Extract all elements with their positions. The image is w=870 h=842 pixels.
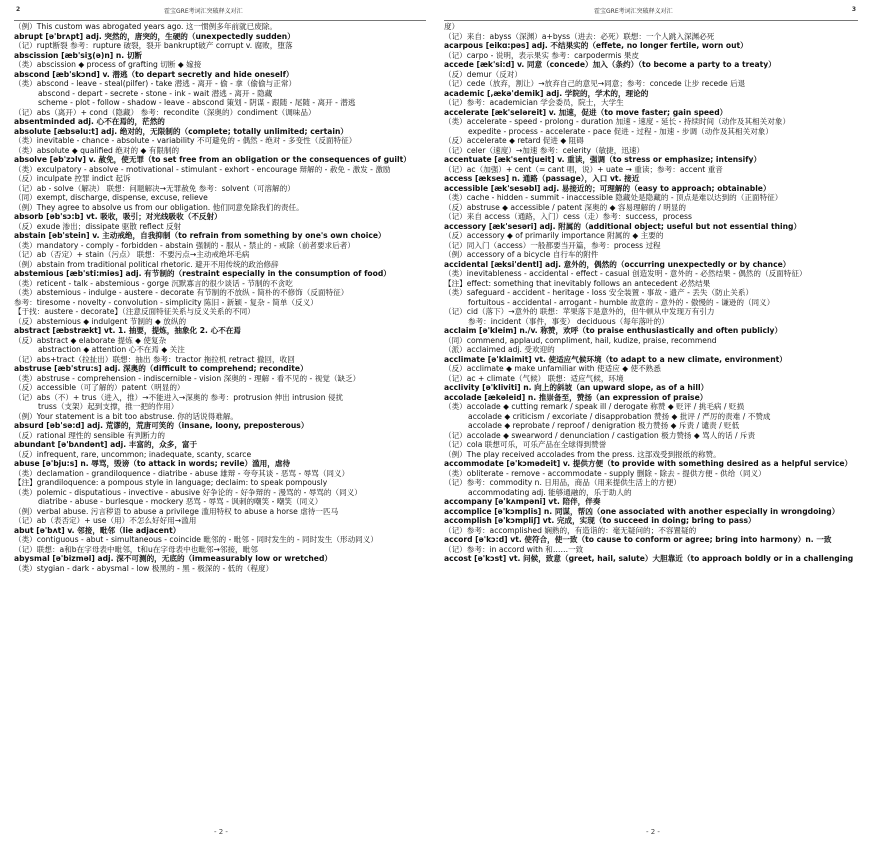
entry-detail-line: （记）celer（速度）→加速 参考：celerity（敏捷，迅速） bbox=[444, 145, 645, 155]
entry-headword-line: abstruse [æb'stru:s] adj. 深奥的（difficult to comprehend; recondite） bbox=[14, 364, 308, 373]
entry-headword-line: absolute [æbsəlu:t] adj. 绝对的，无限制的（complete; totally unlimited; certain） bbox=[14, 126, 348, 136]
entry-detail-line: （记）abs（不）+ trus（进入，推）→不能进入→深奥的 参考：protrusion 伸出 intrusion 侵扰 bbox=[14, 392, 344, 402]
entry-detail-line: （类）contiguous - abut - simultaneous - coincide 毗邻的 - 毗邻 - 同时发生的 - 同时发生（形动同义） bbox=[14, 535, 378, 544]
entry-headword-line: abundant [ə'bʌndənt] adj. 丰富的，众多，富于 bbox=[14, 440, 198, 449]
entry-detail-line: （类）stygian - dark - abysmal - low 极黑的 - 黑 - 极深的 - 低的（程度） bbox=[14, 563, 274, 573]
entry-detail-line: （记）ab（否定）+ stain（污点） 联想：不要污点→主动戒绝坏毛病 bbox=[14, 250, 250, 259]
entry-detail-line: 参考：tiresome - novelty - convolution - simplicity 陈旧 - 新颖 - 复杂 - 简单（反义） bbox=[14, 297, 318, 307]
entry-headword-line: abuse [ə'bju:s] n. 辱骂，毁谤（to attack in words; revile）滥用，虐待 bbox=[14, 459, 291, 468]
entry-detail-line: accolade ◆ reprobate / reproof / denigration 极力赞扬 ◆ 斥责 / 谴责 / 贬低 bbox=[468, 421, 740, 430]
entry-detail-line: （记）cola 联想可乐，可乐产品在全球得到赞誉 bbox=[444, 440, 607, 449]
entry-detail-line: （反）inculpate 控罪 indict 起诉 bbox=[14, 174, 131, 183]
entry-headword-line: absolve [əb'zɔlv] v. 赦免，使无罪（to set free from an obligation or the consequences of guilt） bbox=[14, 155, 411, 164]
entry-headword-line: accost [ə'kɔst] vt. 问候，致意（greet, hail, salute）大胆靠近（to approach boldly or in a challenging bbox=[444, 554, 854, 563]
entry-detail-line: 度） bbox=[444, 22, 460, 31]
entry-detail-line: （类）exculpatory - absolve - motivational - stimulant - exhort - encourage 辩解的 - 赦免 - 激发 - 激励 bbox=[14, 164, 391, 174]
entry-detail-line: abscond - depart - secrete - stone - ink - wait 潜逃 - 离开 - 隐藏 bbox=[38, 88, 273, 98]
entry-headword-line: abstract [æbstrækt] vt. 1. 抽要，提炼，抽象化 2. 心不在焉 bbox=[14, 326, 241, 335]
entry-headword-line: acclimate [ə'klaimit] vt. 使适应气候环境（to adapt to a new climate, environment） bbox=[444, 354, 787, 364]
entry-headword-line: abysmal [ə'bizməl] adj. 深不可测的，无底的（immeasurably low or wretched） bbox=[14, 554, 332, 563]
entry-detail-line: scheme - plot - follow - shadow - leave - abscond 策划 - 阴谋 - 跟随 - 尾随 - 离开 - 潜逃 bbox=[38, 98, 356, 107]
entry-detail-line: （记）参考：commodity n. 日用品，商品（用来提供生活上的方便） bbox=[444, 478, 681, 487]
entry-detail-line: （反）rational 理性的 sensible 有判断力的 bbox=[14, 430, 165, 440]
entry-headword-line: absurd [əb'sə:d] adj. 荒谬的，荒唐可笑的（insane, loony, preposterous） bbox=[14, 421, 309, 430]
entry-detail-line: （记）rupt断裂 参考：rupture 破裂，裂开 bankrupt破产 corrupt v. 腐败，堕落 bbox=[14, 41, 293, 50]
entry-detail-line: （记）abs+tract（拉扯出）联想：抽出 参考：tractor 拖拉机 retract 撤回，收回 bbox=[14, 354, 295, 364]
entry-detail-line: （类）cache - hidden - summit - inaccessible 隐藏处是隐藏的 - 顶点是难以达到的（正面特征） bbox=[444, 193, 783, 202]
entry-detail-line: （类）polemic - disputatious - invective - abusive 好争论的 - 好争辩的 - 漫骂的 - 辱骂的（同义） bbox=[14, 487, 362, 497]
entry-detail-line: （记）同入门（access）一般都要当开篇，参考：process 过程 bbox=[444, 240, 661, 250]
entry-detail-line: expedite - process - accelerate - pace 促进 - 过程 - 加速 - 步调（动作及其相关对象） bbox=[468, 126, 773, 136]
entry-detail-line: abstraction ◆ attention 心不在焉 ◆ 关注 bbox=[38, 345, 185, 354]
entry-detail-line: （类）mandatory - comply - forbidden - abstain 强制的 - 服从 - 禁止的 - 戒除（前者要求后者） bbox=[14, 240, 355, 250]
left-page-number: 2 bbox=[16, 6, 21, 13]
entry-detail-line: （反）accessible（可了解的）patent（明显的） bbox=[14, 383, 185, 392]
entry-detail-line: （类）abscond - leave - steal(pilfer) - take 潜逃 - 离开 - 偷 - 拿（偷偷与正常） bbox=[14, 79, 297, 88]
entry-detail-line: （记）abs（离开）+ cond（隐藏） 参考：recondite（深奥的）condiment（调味品） bbox=[14, 107, 316, 117]
entry-detail-line: （类）declamation - grandiloquence - diatribe - abuse 雄辩 - 夸夸其谈 - 恶骂 - 辱骂（同义） bbox=[14, 468, 350, 478]
left-column bbox=[14, 22, 426, 822]
entry-headword-line: access [ækses] n. 通路（passage），入口 vt. 接近 bbox=[444, 174, 640, 183]
right-page-header bbox=[444, 6, 858, 21]
entry-detail-line: （记）cede（放弃，割让）→放弃自己的意见→同意；参考：concede 让步 recede 后退 bbox=[444, 79, 746, 88]
entry-detail-line: （记）参考：academician 学会委员，院士，大学生 bbox=[444, 98, 624, 107]
entry-detail-line: （例）abstain from traditional political rhetoric. 避开不用传统的政治修辞 bbox=[14, 259, 279, 269]
entry-headword-line: accidental [æksi'dentl] adj. 意外的，偶然的（occurring unexpectedly or by chance） bbox=[444, 259, 791, 269]
entry-detail-line: accolade ◆ criticism / excoriate / disapprobation 赞扬 ◆ 批评 / 严厉的责难 / 不赞成 bbox=[468, 411, 771, 421]
entry-detail-line: 【注】grandiloquence: a pompous style in language; declaim: to speak pompously bbox=[14, 478, 328, 487]
entry-detail-line: （记）carpo - 说明，表示果实 参考：carpodermis 果皮 bbox=[444, 50, 640, 60]
entry-detail-line: （同）exempt, discharge, dispense, excuse, relieve bbox=[14, 193, 208, 202]
entry-headword-line: absentminded adj. 心不在焉的，茫然的 bbox=[14, 117, 165, 126]
entry-headword-line: absorb [əb'sɔ:b] vt. 吸收，吸引；对光线吸收（不反射） bbox=[14, 212, 222, 221]
left-page-footer: - 2 - bbox=[214, 828, 228, 836]
entry-detail-line: （类）reticent - talk - abstemious - gorge 沉默寡言的很少谈话 - 节制的不贪吃 bbox=[14, 278, 293, 288]
entry-detail-line: 【于找：austere - decorate】（注意反面特征关系与反义关系的不同） bbox=[14, 307, 255, 316]
entry-headword-line: abscission [æb'siʒ(ə)n] n. 切断 bbox=[14, 50, 143, 60]
right-page-footer: - 2 - bbox=[646, 828, 660, 836]
entry-headword-line: abrupt [ə'brʌpt] adj. 突然的，唐突的，生硬的（unexpectedly sudden） bbox=[14, 31, 295, 41]
entry-detail-line: （类）safeguard - accident - heritage - loss 安全装置 - 事故 - 遗产 - 丢失（防止关系） bbox=[444, 288, 754, 297]
entry-headword-line: accomplice [ə'kɔmplis] n. 同谋，帮凶（one associated with another especially in wrongdoing） bbox=[444, 506, 840, 516]
entry-headword-line: abscond [æb'skɔnd] v. 潜逃（to depart secretly and hide oneself） bbox=[14, 69, 294, 79]
entry-headword-line: accord [ə'kɔ:d] vt. 使符合，使一致（to cause to conform or agree; bring into harmony）n. 一致 bbox=[444, 535, 832, 544]
entry-detail-line: （记）accolade ◆ swearword / denunciation / castigation 极力赞扬 ◆ 骂人的话 / 斥责 bbox=[444, 430, 756, 440]
entry-detail-line: （反）abstract ◆ elaborate 提炼 ◆ 使复杂 bbox=[14, 335, 167, 345]
entry-headword-line: acclivity [ə'kliviti] n. 向上的斜坡（an upward slope, as of a hill） bbox=[444, 383, 709, 392]
entry-detail-line: 【注】effect: something that inevitably follows an antecedent 必然结果 bbox=[444, 278, 711, 288]
entry-headword-line: acarpous [eikɑ:pəs] adj. 不结果实的（effete, no longer fertile, worn out） bbox=[444, 41, 748, 50]
entry-detail-line: （记）ab（表否定）+ use（用）不怎么好好用→滥用 bbox=[14, 516, 197, 525]
entry-detail-line: （反）exude 渗出；dissipate 驱散 reflect 反射 bbox=[14, 221, 182, 231]
entry-detail-line: （记）ac（加强）+ cent（= cant 唱，说）+ uate → 重读；参考：accent 重音 bbox=[444, 164, 723, 174]
entry-detail-line: （派）acclaimed adj. 受欢迎的 bbox=[444, 345, 555, 354]
entry-detail-line: （记）来自：abyss（深渊）a+byss（进去：必死）联想：一个人跳入深渊必死 bbox=[444, 31, 715, 41]
entry-detail-line: （类）abstruse - comprehension - indiscernible - vision 深奥的 - 理解 - 看不见的 - 视觉（缺乏） bbox=[14, 373, 361, 383]
entry-detail-line: （记）cid（落下）→意外的 联想：苹果落下是意外的，但牛顿从中发现万有引力 bbox=[444, 307, 715, 316]
entry-detail-line: （反）infrequent, rare, uncommon; inadequate, scanty, scarce bbox=[14, 449, 252, 459]
entry-headword-line: accelerate [æk'seləreit] v. 加速，促进（to move faster; gain speed） bbox=[444, 107, 728, 117]
entry-detail-line: （记）参考：in accord with 和……一致 bbox=[444, 544, 584, 554]
entry-detail-line: （类）abstemious - indulge - austere - decorate 有节制的不放纵 - 简朴的不修饰（反面特征） bbox=[14, 288, 349, 297]
entry-detail-line: （类）inevitableness - accidental - effect - casual 创造发明 - 意外的 - 必然结果 - 偶然的（反面特征） bbox=[444, 269, 807, 278]
entry-detail-line: （类）inevitable - chance - absolute - variability 不可避免的 - 偶然 - 绝对 - 多变性（反面特征） bbox=[14, 136, 357, 145]
entry-detail-line: （例）The play received accolades from the press. 这部戏受到报纸的称赞。 bbox=[444, 449, 721, 459]
entry-headword-line: acclaim [ə'kleim] n./v. 称赞，欢呼（to praise enthusiastically and often publicly） bbox=[444, 326, 783, 335]
entry-headword-line: accessory [æk'sesəri] adj. 附属的（additional object; useful but not essential thing） bbox=[444, 221, 802, 231]
left-running-title: 霍宝GRE考词汇突破释义对汇 bbox=[164, 8, 243, 15]
entry-detail-line: （例）verbal abuse. 污言秽语 to abuse a privilege 滥用特权 to abuse a horse 虐待一匹马 bbox=[14, 506, 339, 516]
entry-detail-line: （记）参考：accomplished 娴熟的，有造诣的：毫无疑问的；不容置疑的 bbox=[444, 525, 697, 535]
entry-headword-line: accomplish [ə'kɔmpliʃ] vt. 完成，实现（to succeed in doing; bring to pass） bbox=[444, 516, 756, 525]
entry-detail-line: truss（支架）起到支撑，推一把的作用） bbox=[38, 402, 179, 411]
right-column bbox=[444, 22, 858, 822]
entry-detail-line: （反）demur（反对） bbox=[444, 69, 522, 79]
entry-detail-line: （类）abscission ◆ process of grafting 切断 ◆ 嫁接 bbox=[14, 60, 202, 69]
entry-headword-line: abstemious [æb'sti:miəs] adj. 有节制的（restraint especially in the consumption of food） bbox=[14, 269, 391, 278]
entry-detail-line: （例）This custom was abrogated years ago. 这一惯例多年前就已废除。 bbox=[14, 22, 278, 31]
entry-detail-line: （反）abstemious ◆ indulgent 节制的 ◆ 放纵的 bbox=[14, 316, 187, 326]
entry-detail-line: diatribe - abuse - burlesque - mockery 恶骂 - 辱骂 - 讽刺的嘲笑 - 嘲笑（同义） bbox=[38, 497, 323, 506]
entry-detail-line: （反）acclimate ◆ make unfamiliar with 使适应 ◆ 使不熟悉 bbox=[444, 364, 661, 373]
entry-detail-line: accommodating adj. 能够通融的，乐于助人的 bbox=[468, 487, 632, 497]
entry-detail-line: （反）abstruse ◆ accessible / patent 深奥的 ◆ 容易理解的 / 明显的 bbox=[444, 202, 687, 212]
left-page-header bbox=[14, 6, 426, 21]
entry-detail-line: fortuitous - accidental - arrogant - humble 故意的 - 意外的 - 傲慢的 - 谦逊的（同义） bbox=[468, 297, 775, 307]
entry-detail-line: （类）accelerate - speed - prolong - duration 加速 - 速度 - 延长 - 持续时间（动作及其相关对象） bbox=[444, 117, 791, 126]
entry-detail-line: （例）accessory of a bicycle 自行车的附件 bbox=[444, 250, 599, 259]
entry-detail-line: （反）accessory ◆ of primarily importance 附属的 ◆ 主要的 bbox=[444, 231, 664, 240]
entry-headword-line: abstain [əb'stein] v. 主动戒绝，自我抑制（to refrain from something by one's own choice） bbox=[14, 231, 386, 240]
entry-detail-line: （例）Your statement is a bit too abstruse. 你的话说得难解。 bbox=[14, 411, 239, 421]
entry-headword-line: accede [æk'si:d] v. 同意（concede）加入（条约）（to become a party to a treaty） bbox=[444, 60, 776, 69]
entry-detail-line: （反）accelerate ◆ retard 促进 ◆ 阻碍 bbox=[444, 136, 584, 145]
entry-detail-line: （例）They agree to absolve us from our obligation. 他们同意免除我们的责任。 bbox=[14, 202, 304, 212]
entry-headword-line: accommodate [ə'kɔmədeit] v. 提供方便（to provide with something desired as a helpful service） bbox=[444, 459, 853, 468]
entry-detail-line: （记）联想：a和b在字母表中毗邻，t和u在字母表中也毗邻→邻接，毗邻 bbox=[14, 544, 258, 554]
entry-detail-line: （记）ab - solve（解决） 联想：问题解决→无罪赦免 参考：solvent（可溶解的） bbox=[14, 183, 295, 193]
entry-headword-line: abut [ə'bʌt] v. 邻接，毗邻（lie adjacent） bbox=[14, 525, 181, 535]
right-page-number: 3 bbox=[851, 6, 856, 13]
entry-headword-line: accolade [ækəleid] n. 推崇备至，赞扬（an expression of praise） bbox=[444, 392, 708, 402]
entry-headword-line: accentuate [æk'sentjueit] v. 重读，强调（to stress or emphasize; intensify） bbox=[444, 155, 762, 164]
entry-detail-line: （同）commend, applaud, compliment, hail, kudize, praise, recommend bbox=[444, 335, 717, 345]
entry-headword-line: accessible [æk'sesəbl] adj. 易接近的；可理解的（easy to approach; obtainable） bbox=[444, 183, 771, 193]
entry-headword-line: academic [,ækə'demik] adj. 学院的，学术的，理论的 bbox=[444, 88, 649, 98]
entry-detail-line: （类）absolute ◆ qualified 绝对的 ◆ 有限制的 bbox=[14, 145, 180, 155]
right-running-title: 霍宝GRE考词汇突破释义对汇 bbox=[594, 8, 673, 15]
entry-detail-line: （类）obliterate - remove - accommodate - supply 删除 - 除去 - 提供方便 - 供给（同义） bbox=[444, 468, 766, 478]
entry-headword-line: accompany [ə'kʌmpəni] vt. 陪伴，伴奏 bbox=[444, 497, 601, 506]
entry-detail-line: （类）accolade ◆ cutting remark / speak ill / derogate 称赞 ◆ 贬评 / 挑毛病 / 贬损 bbox=[444, 402, 745, 411]
entry-detail-line: 参考：incident（事件，事变） deciduous（每年落叶的） bbox=[468, 316, 669, 326]
entry-detail-line: （记）ac + climate（气候） 联想：适应气候，环境 bbox=[444, 373, 624, 383]
entry-detail-line: （记）来自 access（通路，入门）cess（走）参考：success，process bbox=[444, 212, 692, 221]
